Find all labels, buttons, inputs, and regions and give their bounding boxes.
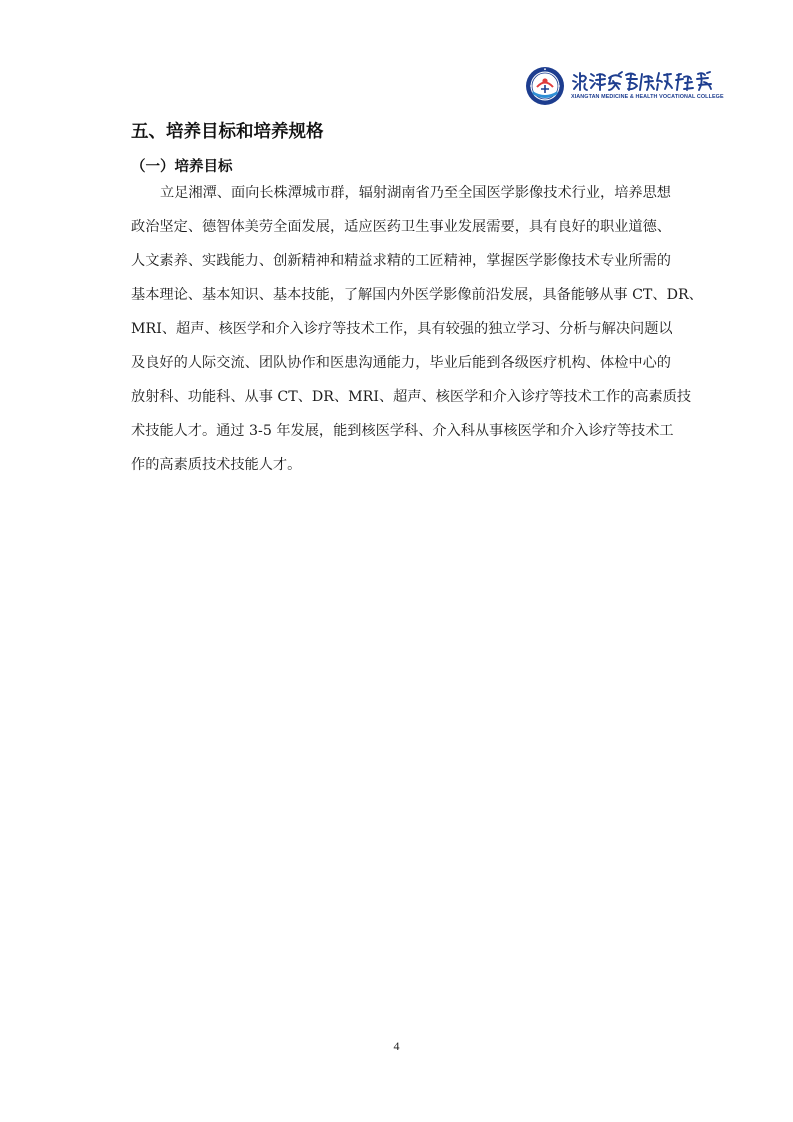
section-title: 五、培养目标和培养规格 xyxy=(131,122,324,142)
paragraph-line: 及良好的人际交流、团队协作和医患沟通能力，毕业后能到各级医疗机构、体检中心的 xyxy=(131,355,671,371)
paragraph-line: MRI、超声、核医学和介入诊疗等技术工作，具有较强的独立学习、分析与解决问题以 xyxy=(131,321,673,337)
college-name-script-icon xyxy=(571,69,719,93)
college-emblem-icon xyxy=(525,66,565,106)
subsection-title: （一）培养目标 xyxy=(131,159,233,175)
paragraph-line: 立足湘潭、面向长株潭城市群，辐射湖南省乃至全国医学影像技术行业，培养思想 xyxy=(160,185,671,201)
paragraph-line: 政治坚定、德智体美劳全面发展，适应医药卫生事业发展需要，具有良好的职业道德、 xyxy=(131,219,671,235)
paragraph-line: 基本理论、基本知识、基本技能，了解国内外医学影像前沿发展，具备能够从事 CT、DR、 xyxy=(131,287,703,303)
paragraph-line: 作的高素质技术技能人才。 xyxy=(131,457,302,473)
paragraph-line: 人文素养、实践能力、创新精神和精益求精的工匠精神，掌握医学影像技术专业所需的 xyxy=(131,253,671,269)
college-logo xyxy=(525,66,724,106)
page-number: 4 xyxy=(393,1039,400,1053)
paragraph-line: 放射科、功能科、从事 CT、DR、MRI、超声、核医学和介入诊疗等技术工作的高素质技 xyxy=(131,389,692,405)
paragraph-line: 术技能人才。通过 3-5 年发展，能到核医学科、介入科从事核医学和介入诊疗等技术工 xyxy=(131,423,674,439)
college-english-name: XIANGTAN MEDICINE & HEALTH VOCATIONAL COLLEGE xyxy=(571,94,724,100)
